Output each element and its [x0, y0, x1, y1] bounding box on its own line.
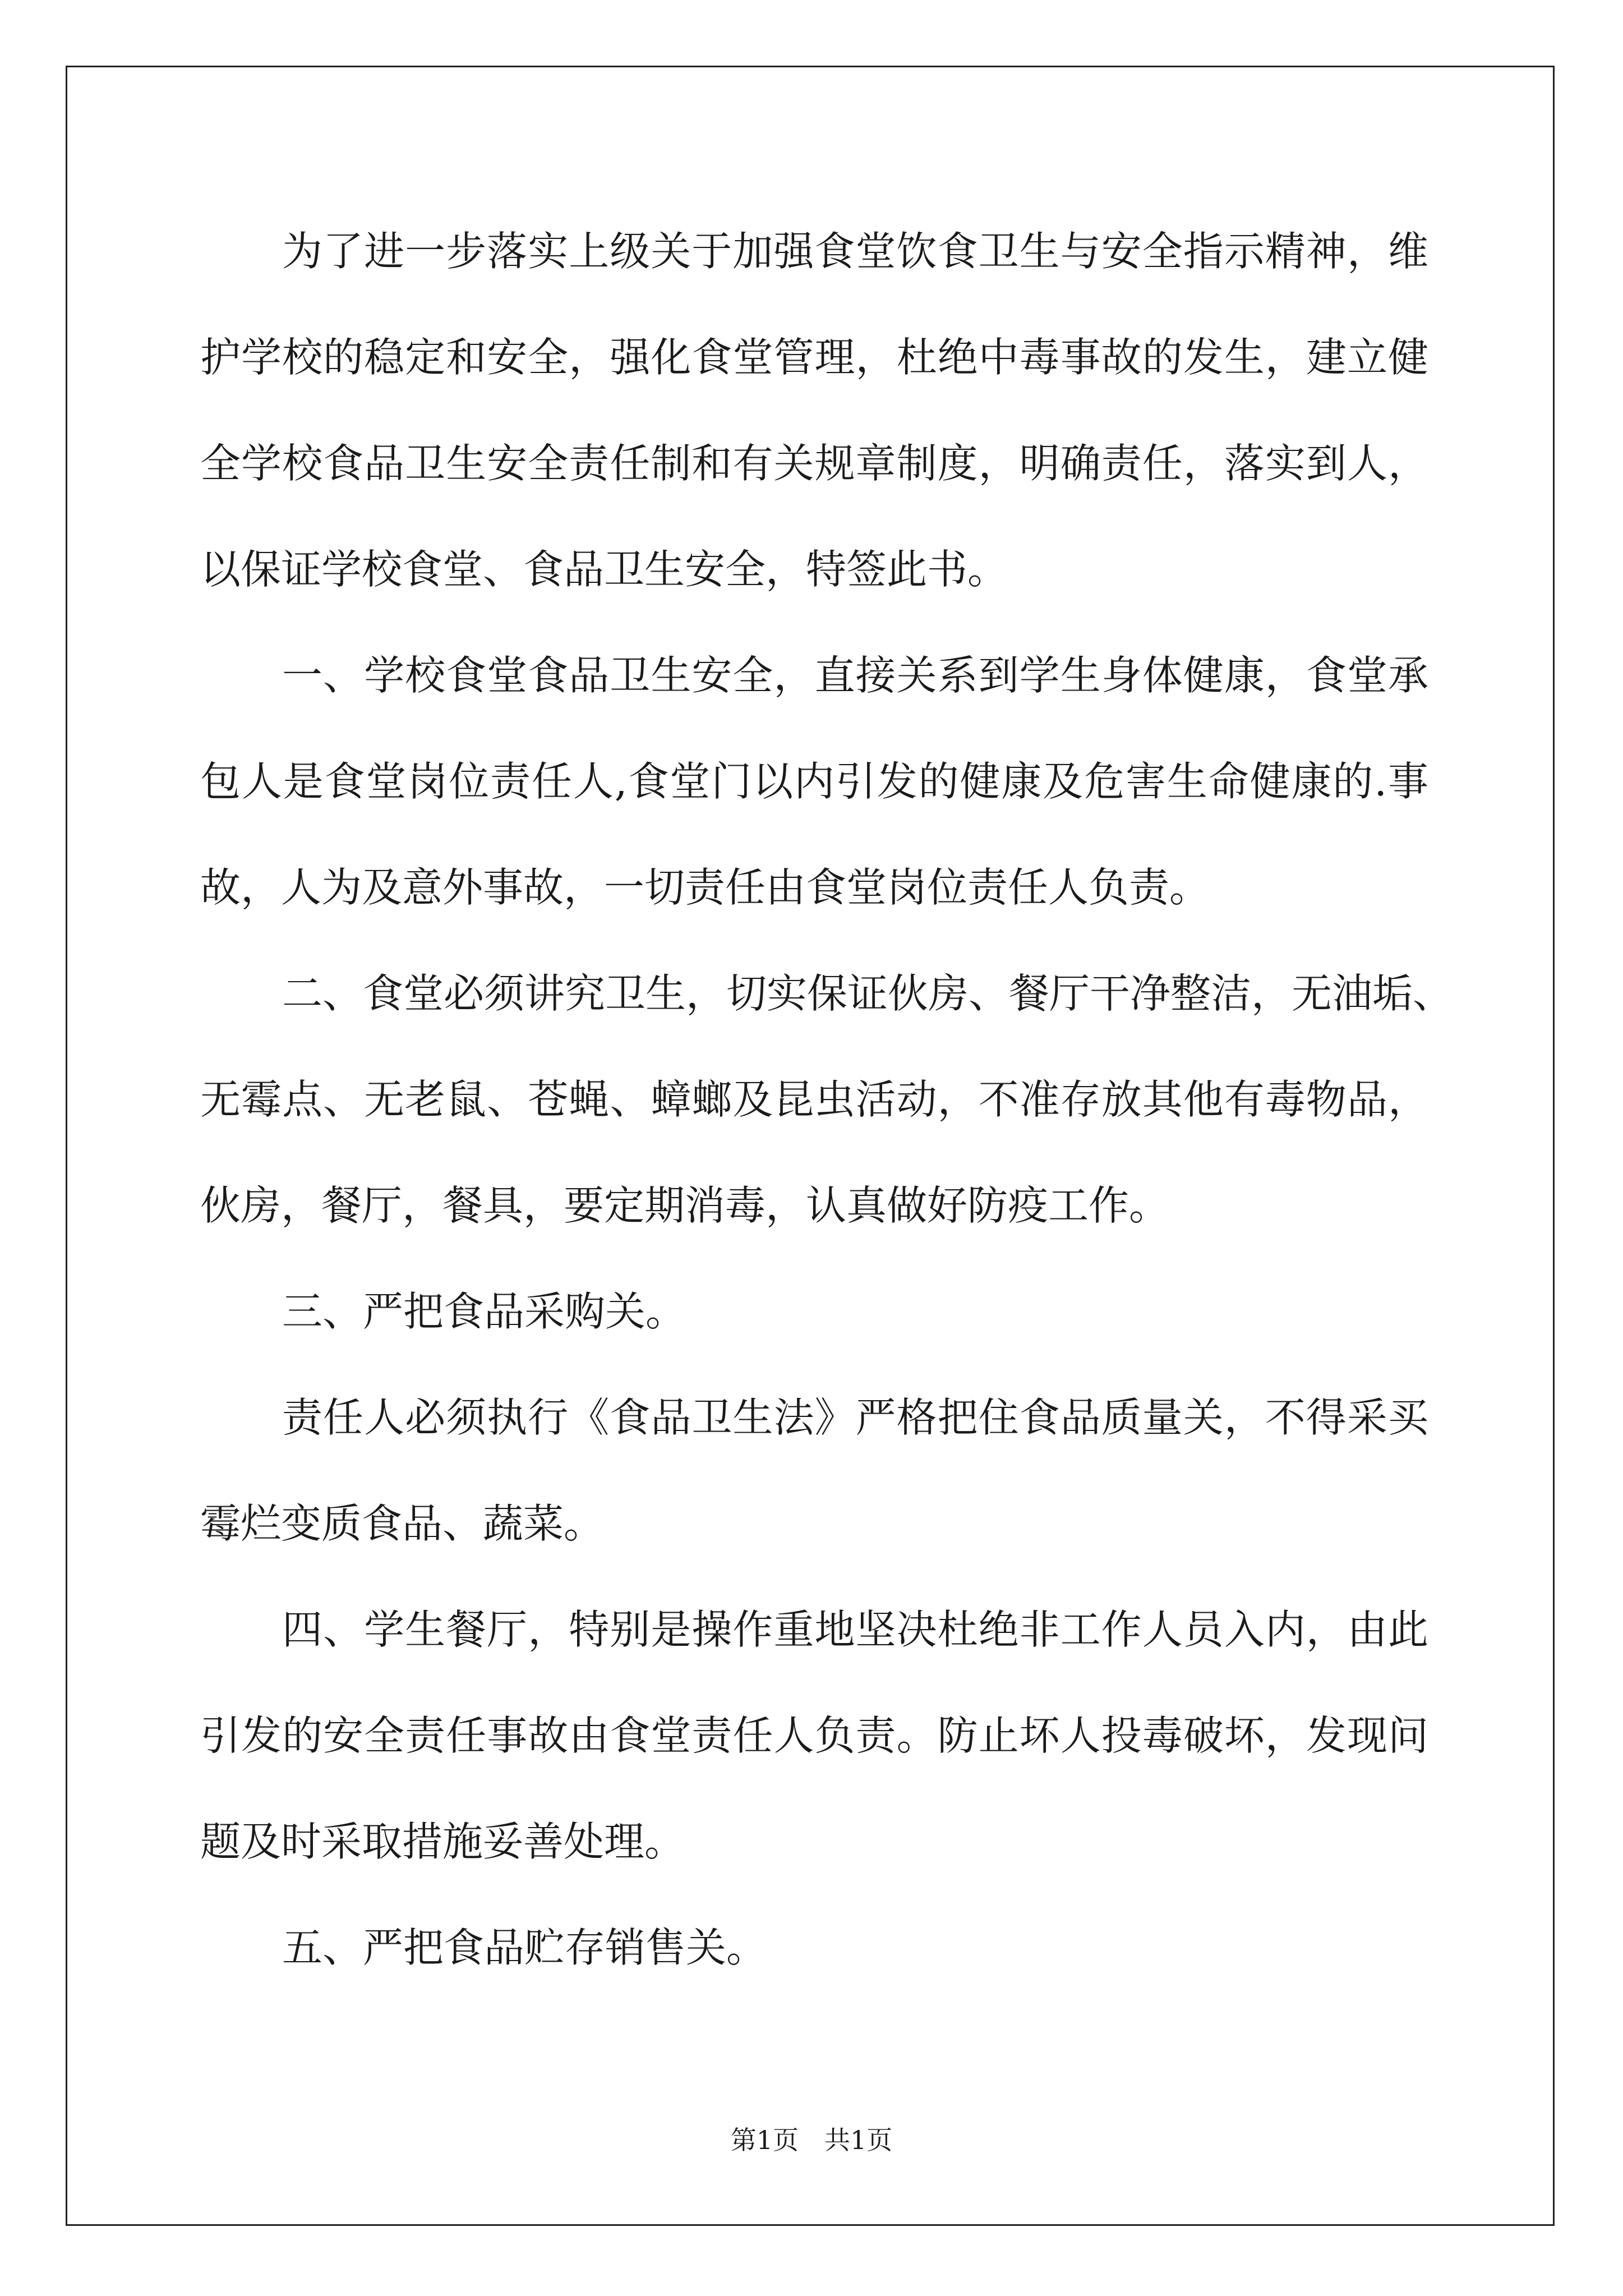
paragraph — [200, 941, 1454, 1259]
text-line: 四、学生餐厅，特别是操作重地坚决杜绝非工作人员入内，由此 — [282, 1606, 1428, 1653]
paragraph — [200, 1895, 1428, 2001]
text-line: 一、学校食堂食品卫生安全，直接关系到学生身体健康，食堂承 — [282, 652, 1428, 699]
text-line: 以保证学校食堂、食品卫生安全，特签此书。 — [200, 546, 1008, 593]
text-line: 五、严把食品贮存销售关。 — [282, 1924, 767, 1971]
text-line: 三、严把食品采购关。 — [282, 1288, 686, 1335]
text-line: 伙房，餐厅，餐具，要定期消毒，认真做好防疫工作。 — [200, 1182, 1170, 1229]
text-line: 为了进一步落实上级关于加强食堂饮食卫生与安全指示精神，维 — [282, 228, 1428, 275]
text-line: 引发的安全责任事故由食堂责任人负责。防止坏人投毒破坏，发现问 — [200, 1712, 1428, 1759]
text-line: 无霉点、无老鼠、苍蝇、蟑螂及昆虫活动，不准存放其他有毒物品， — [200, 1076, 1428, 1123]
paragraph — [200, 1259, 1428, 1365]
paragraph — [200, 1577, 1428, 1895]
text-line: 全学校食品卫生安全责任制和有关规章制度，明确责任，落实到人， — [200, 440, 1428, 487]
text-line: 故，人为及意外事故，一切责任由食堂岗位责任人负责。 — [200, 864, 1210, 911]
text-line: 护学校的稳定和安全，强化食堂管理，杜绝中毒事故的发生，建立健 — [200, 334, 1428, 381]
text-line: 责任人必须执行《食品卫生法》严格把住食品质量关，不得采买 — [282, 1394, 1428, 1441]
paragraph — [200, 1365, 1428, 1577]
text-line: 霉烂变质食品、蔬菜。 — [200, 1500, 605, 1547]
page-footer: 第1页 共1页 — [730, 2125, 893, 2155]
paragraph — [200, 623, 1428, 941]
text-line: 二、食堂必须讲究卫生，切实保证伙房、餐厅干净整洁，无油垢、 — [282, 970, 1454, 1017]
paragraph — [200, 199, 1428, 623]
text-line: 题及时采取措施妥善处理。 — [200, 1818, 685, 1865]
text-line: 包人是食堂岗位责任人,食堂门以内引发的健康及危害生命健康的.事 — [200, 758, 1428, 805]
document-body — [200, 199, 1454, 2001]
